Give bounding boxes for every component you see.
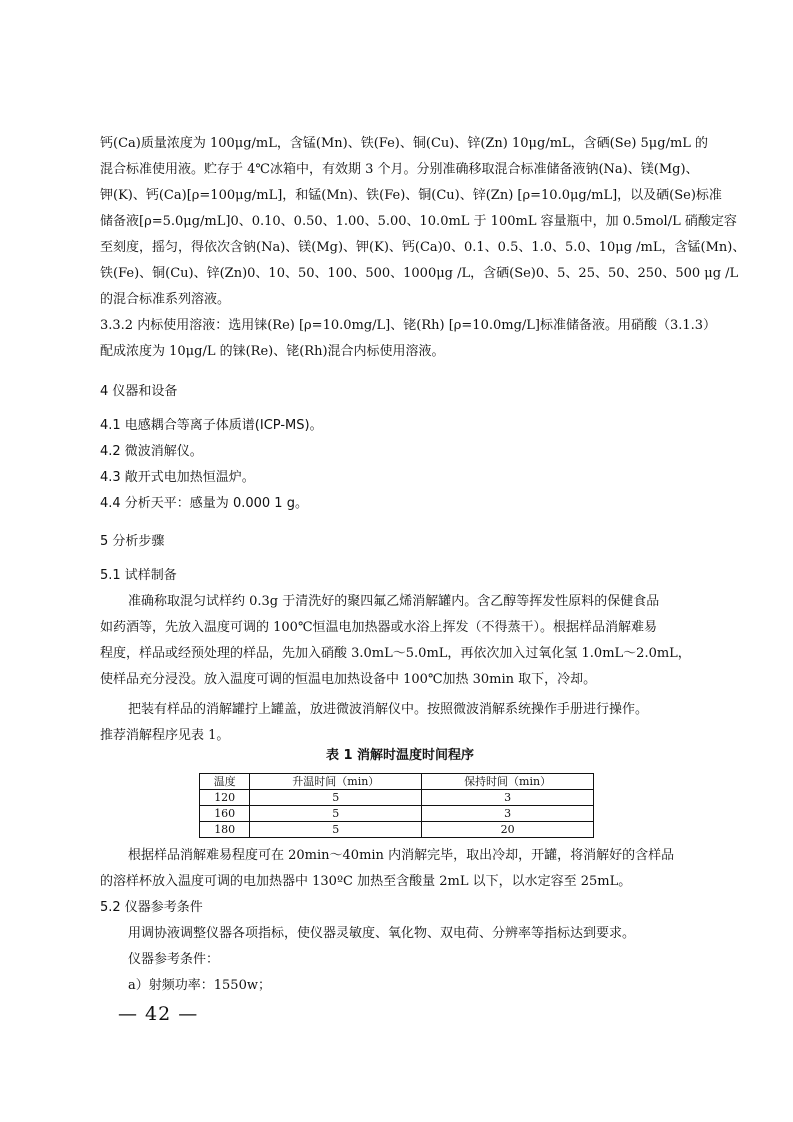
- text-line: 用调协液调整仪器各项指标，使仪器灵敏度、氧化物、双电荷、分辨率等指标达到要求。: [128, 926, 636, 941]
- table-row: [200, 790, 594, 806]
- column-header: 保持时间（min）: [422, 774, 594, 790]
- text-line: 至刻度，摇匀，得依次含钠(Na)、镁(Mg)、钾(K)、钙(Ca)0、0.1、0.5、1.0、5.0、10μg /mL，含锰(Mn)、: [100, 240, 746, 255]
- text-line: 3.3.2 内标使用溶液：选用铼(Re) [ρ=10.0mg/L]、铑(Rh) [ρ=10.0mg/L]标准储备液。用硝酸（3.1.3）: [100, 318, 717, 333]
- column-header: 升温时间（min）: [250, 774, 422, 790]
- text-line: 混合标准使用液。贮存于 4℃冰箱中，有效期 3 个月。分别准确移取混合标准储备液钠(Na)、镁(Mg)、: [100, 162, 699, 177]
- section-4-item: 4.1 电感耦合等离子体质谱(ICP-MS)。: [100, 418, 323, 433]
- table-cell: 3: [422, 806, 594, 822]
- table-caption: 表 1 消解时温度时间程序: [325, 748, 475, 763]
- text-line: 铁(Fe)、铜(Cu)、锌(Zn)0、10、50、100、500、1000μg /L，含硒(Se)0、5、25、50、250、500 μg /L: [100, 266, 739, 281]
- table-cell: 120: [200, 790, 250, 806]
- section-4-item: 4.4 分析天平：感量为 0.000 1 g。: [100, 496, 308, 511]
- text-line: 钙(Ca)质量浓度为 100μg/mL，含锰(Mn)、铁(Fe)、铜(Cu)、锌(Zn) 10μg/mL，含硒(Se) 5μg/mL 的: [100, 136, 709, 151]
- table-cell: 20: [422, 822, 594, 838]
- text-line: 仪器参考条件：: [128, 952, 220, 967]
- text-line: 的溶样杯放入温度可调的电加热器中 130ºC 加热至含酸量 2mL 以下，以水定容至 25mL。: [100, 874, 632, 889]
- digestion-program-table: [199, 773, 594, 838]
- table-cell: 5: [250, 790, 422, 806]
- table-row: [200, 822, 594, 838]
- text-line: 推荐消解程序见表 1。: [100, 728, 230, 743]
- table-header-row: [200, 774, 594, 790]
- text-line: 配成浓度为 10μg/L 的铼(Re)、铑(Rh)混合内标使用溶液。: [100, 344, 445, 359]
- text-line: 如药酒等，先放入温度可调的 100℃恒温电加热器或水浴上挥发（不得蒸干）。根据样品消解难易: [100, 620, 657, 635]
- text-line: 根据样品消解难易程度可在 20min～40min 内消解完毕，取出冷却，开罐，将消解好的含样品: [128, 848, 675, 863]
- table-cell: 180: [200, 822, 250, 838]
- text-line: 的混合标准系列溶液。: [100, 292, 231, 307]
- text-line: 储备液[ρ=5.0μg/mL]0、0.10、0.50、1.00、5.00、10.0mL 于 100mL 容量瓶中，加 0.5mol/L 硝酸定容: [100, 214, 737, 229]
- page-number: — 42 —: [118, 1003, 199, 1025]
- section-4-title: 4 仪器和设备: [100, 384, 178, 399]
- column-header: 温度: [200, 774, 250, 790]
- table-row: [200, 806, 594, 822]
- text-line: 使样品充分浸没。放入温度可调的恒温电加热设备中 100℃加热 30min 取下，冷却。: [100, 672, 597, 687]
- section-4-item: 4.3 敞开式电加热恒温炉。: [100, 470, 255, 485]
- subsection-5-1-title: 5.1 试样制备: [100, 568, 177, 583]
- section-5-title: 5 分析步骤: [100, 534, 165, 549]
- text-line: 准确称取混匀试样约 0.3g 于清洗好的聚四氟乙烯消解罐内。含乙醇等挥发性原料的保健食品: [128, 594, 660, 609]
- table-cell: 5: [250, 806, 422, 822]
- table-cell: 5: [250, 822, 422, 838]
- text-line: 钾(K)、钙(Ca)[ρ=100μg/mL]，和锰(Mn)、铁(Fe)、铜(Cu)、锌(Zn) [ρ=10.0μg/mL]，以及硒(Se)标准: [100, 188, 722, 203]
- list-item: a）射频功率：1550w；: [128, 978, 271, 993]
- table-cell: 160: [200, 806, 250, 822]
- subsection-5-2-title: 5.2 仪器参考条件: [100, 900, 203, 915]
- table-cell: 3: [422, 790, 594, 806]
- section-4-item: 4.2 微波消解仪。: [100, 444, 203, 459]
- text-line: 程度，样品或经预处理的样品，先加入硝酸 3.0mL～5.0mL，再依次加入过氧化氢 1.0mL～2.0mL，: [100, 646, 691, 661]
- text-line: 把装有样品的消解罐拧上罐盖，放进微波消解仪中。按照微波消解系统操作手册进行操作。: [128, 702, 649, 717]
